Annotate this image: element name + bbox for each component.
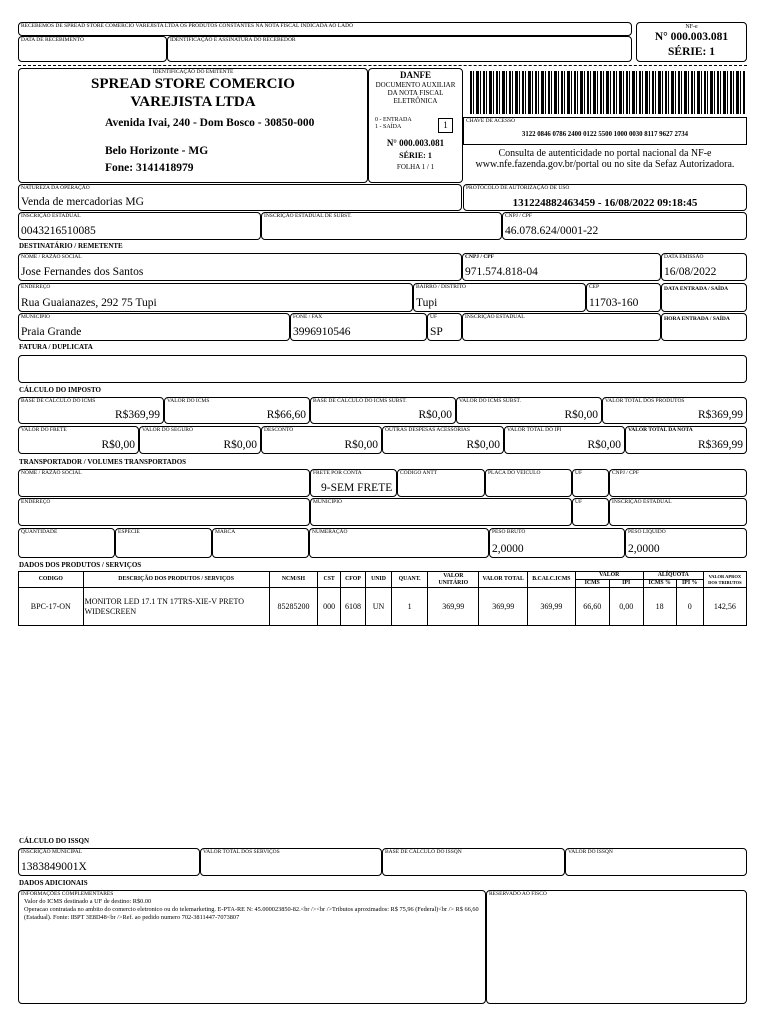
th-icms-pct: ICMS % xyxy=(643,580,676,588)
danfe-numero: N° 000.003.081 xyxy=(386,138,445,148)
item-v-aprox: 142,56 xyxy=(703,588,746,626)
cnpj-emitente-label: CNPJ / CPF xyxy=(505,213,532,219)
dest-municipio: Praia Grande xyxy=(21,326,82,338)
issqn-im-box xyxy=(18,848,200,876)
fatura-box xyxy=(18,355,747,383)
item-quant: 1 xyxy=(392,588,428,626)
dest-endereco-box xyxy=(18,283,413,312)
dest-hora-label: HORA ENTRADA / SAÍDA xyxy=(664,316,730,322)
danfe-sub1: DOCUMENTO AUXILIAR xyxy=(375,81,456,89)
transp-marca-box xyxy=(212,528,309,558)
issqn-im: 1383849001X xyxy=(21,861,87,873)
v-icms-box xyxy=(164,397,310,424)
transp-municipio-box xyxy=(310,498,572,526)
transporte-titulo: TRANSPORTADOR / VOLUMES TRANSPORTADOS xyxy=(19,458,187,466)
outras-box xyxy=(382,426,504,454)
transp-uf-box xyxy=(572,469,609,497)
chave-box xyxy=(463,117,747,145)
dest-endereco-label: ENDEREÇO xyxy=(21,284,51,290)
th-unid: UNID xyxy=(365,572,391,588)
item-v-ipi: 0,00 xyxy=(609,588,643,626)
ipi-valor: R$0,00 xyxy=(587,439,621,451)
v-st-box xyxy=(456,397,602,424)
dest-fone-label: FONE / FAX xyxy=(293,314,323,320)
natureza-label: NATUREZA DA OPERAÇÃO xyxy=(21,185,90,191)
identificacao-recebedor-box xyxy=(167,36,632,62)
frete-valor: R$0,00 xyxy=(101,439,135,451)
transp-uf-label: UF xyxy=(575,470,583,476)
transp-nome-box xyxy=(18,469,310,497)
item-bc-icms: 369,99 xyxy=(528,588,576,626)
issqn-v-label: VALOR DO ISSQN xyxy=(568,849,613,855)
transp-qtd-box xyxy=(18,528,115,558)
danfe-serie: SÉRIE: 1 xyxy=(399,151,432,160)
dest-entrada-box xyxy=(661,283,747,312)
info-complementar-label: INFORMAÇÕES COMPLEMENTARES xyxy=(21,891,114,897)
item-v-total: 369,99 xyxy=(479,588,528,626)
ipi-label: VALOR TOTAL DO IPI xyxy=(507,427,562,433)
imposto-titulo: CÁLCULO DO IMPOSTO xyxy=(19,386,101,394)
th-codigo: CODIGO xyxy=(19,572,84,588)
seguro-label: VALOR DO SEGURO xyxy=(142,427,193,433)
cnpj-emitente-box xyxy=(502,212,747,240)
transp-especie-box xyxy=(115,528,212,558)
transp-cnpj-box xyxy=(609,469,747,497)
item-v-unit: 369,99 xyxy=(428,588,479,626)
v-prod: R$369,99 xyxy=(697,409,743,421)
dest-emissao-label: DATA EMISSÃO xyxy=(664,254,704,260)
outras-valor: R$0,00 xyxy=(466,439,500,451)
consulta-linha-2: www.nfe.fazenda.gov.br/portal ou no site da Sefaz Autorizadora. xyxy=(475,159,735,170)
frete-box xyxy=(18,426,139,454)
dest-uf-label: UF xyxy=(430,314,438,320)
emitente-fone: Fone: 3141418979 xyxy=(105,162,194,174)
th-v-total: VALOR TOTAL xyxy=(479,572,528,588)
ie-label: INSCRIÇÃO ESTADUAL xyxy=(21,213,81,219)
v-nota-label: VALOR TOTAL DA NOTA xyxy=(628,427,693,433)
issqn-bc-label: BASE DE CÁLCULO DO ISSQN xyxy=(385,849,462,855)
transp-ie-label: INSCRIÇÃO ESTADUAL xyxy=(612,499,672,505)
ie-st-label: INSCRIÇÃO ESTADUAL DE SUBST. xyxy=(264,213,352,219)
bc-icms: R$369,99 xyxy=(114,409,160,421)
dest-hora-box xyxy=(661,313,747,341)
info-linha-2: Operacao contratada no ambito do comercio eletronico ou do telemarketing. E-PTA-RE N: 45.000023850-82.<br /><br />Tributos aproximados: R$ 75,96 (Federal)<br /> R$ 66,60 (Estadual). Fonte: IBPT 3E8D48<br />Ref. ao pedido numero 702-3811447-7073807 xyxy=(24,906,479,921)
dest-cnpj-label: CNPJ / CPF xyxy=(465,254,495,260)
data-recebimento-box xyxy=(18,36,167,62)
danfe-folha: FOLHA 1 / 1 xyxy=(396,163,435,171)
cnpj-emitente-valor: 46.078.624/0001-22 xyxy=(505,225,599,237)
dest-nome: Jose Fernandes dos Santos xyxy=(21,266,144,278)
danfe-sub2: DA NOTA FISCAL xyxy=(387,89,444,97)
emitente-nome-1: SPREAD STORE COMERCIO xyxy=(91,76,295,92)
transp-peso-liq-label: PESO LÍQUIDO xyxy=(628,529,666,535)
fisco-label: RESERVADO AO FISCO xyxy=(489,891,547,897)
transp-endereco-box xyxy=(18,498,310,526)
emitente-endereco: Avenida Ivai, 240 - Dom Bosco - 30850-000 xyxy=(105,117,315,129)
ipi-box xyxy=(504,426,625,454)
bc-st-box xyxy=(310,397,456,424)
desconto-valor: R$0,00 xyxy=(344,439,378,451)
transp-uf2-label: UF xyxy=(575,499,583,505)
v-nota-box xyxy=(625,426,747,454)
transp-antt-box xyxy=(397,469,485,497)
dest-uf-box xyxy=(427,313,462,341)
transp-especie-label: ESPÉCIE xyxy=(118,529,140,535)
adicionais-titulo: DADOS ADICIONAIS xyxy=(19,879,88,887)
seguro-valor: R$0,00 xyxy=(223,439,257,451)
seguro-box xyxy=(139,426,261,454)
canhoto-nfe-box xyxy=(636,22,747,62)
dest-bairro-box xyxy=(413,283,586,312)
item-cfop: 6108 xyxy=(341,588,366,626)
canhoto-numero: N° 000.003.081 xyxy=(654,31,729,43)
fisco-box xyxy=(486,890,747,1004)
item-descricao: MONITOR LED 17.1 TN 17TRS-XIE-V PRETO WIDESCREEN xyxy=(83,588,269,626)
transp-endereco-label: ENDEREÇO xyxy=(21,499,51,505)
canhoto-nfe-label: NF-e xyxy=(685,24,698,30)
transp-ie-box xyxy=(609,498,747,526)
transp-peso-liq: 2,0000 xyxy=(628,543,660,555)
table-row xyxy=(19,588,747,626)
ie-box xyxy=(18,212,261,240)
danfe-tipo: 1 xyxy=(438,118,453,133)
transp-placa-label: PLACA DO VEÍCULO xyxy=(488,470,541,476)
canhoto-serie: SÉRIE: 1 xyxy=(668,46,715,58)
frete-label: VALOR DO FRETE xyxy=(21,427,67,433)
identificacao-recebedor-label: IDENTIFICAÇÃO E ASSINATURA DO RECEBEDOR xyxy=(170,37,296,43)
dest-fone: 3996910546 xyxy=(293,326,351,338)
emitente-nome-2: VAREJISTA LTDA xyxy=(130,94,256,110)
v-nota: R$369,99 xyxy=(697,439,743,451)
th-aliquota: ALÍQUOTA xyxy=(643,572,703,580)
transp-frete: 9-SEM FRETE xyxy=(321,482,393,494)
th-descricao: DESCRIÇÃO DOS PRODUTOS / SERVIÇOS xyxy=(83,572,269,588)
chave-valor: 3122 0846 0786 2400 0122 5500 1000 0030 8117 9627 2734 xyxy=(521,131,689,138)
item-ncm: 85285200 xyxy=(269,588,318,626)
dest-cep: 11703-160 xyxy=(589,297,639,309)
produtos-table xyxy=(18,571,747,626)
bc-icms-box xyxy=(18,397,164,424)
danfe-saida: 1 - SAÍDA xyxy=(375,124,402,130)
protocolo-box xyxy=(463,184,747,211)
danfe-sub3: ELETRÔNICA xyxy=(393,97,438,105)
natureza-box xyxy=(18,184,462,211)
danfe-titulo: DANFE xyxy=(400,70,431,80)
bc-st-label: BASE DE CÁLCULO DO ICMS SUBST. xyxy=(313,398,407,404)
dest-uf: SP xyxy=(430,326,443,338)
chave-label: CHAVE DE ACESSO xyxy=(466,118,516,124)
transp-peso-bruto: 2,0000 xyxy=(492,543,524,555)
canhoto-texto-box xyxy=(18,22,632,36)
bc-st: R$0,00 xyxy=(418,409,452,421)
dest-emissao-box xyxy=(661,253,747,281)
th-ncm: NCM/SH xyxy=(269,572,318,588)
dest-bairro-label: BAIRRO / DISTRITO xyxy=(416,284,467,290)
dest-bairro: Tupi xyxy=(416,297,438,309)
transp-placa-box xyxy=(485,469,572,497)
v-icms: R$66,60 xyxy=(266,409,306,421)
transp-peso-bruto-label: PESO BRUTO xyxy=(492,529,526,535)
transp-cnpj-label: CNPJ / CPF xyxy=(612,470,639,476)
transp-qtd-label: QUANTIDADE xyxy=(21,529,58,535)
v-st-label: VALOR DO ICMS SUBST. xyxy=(459,398,521,404)
th-ipi-pct: IPI % xyxy=(676,580,703,588)
danfe-entrada: 0 - ENTRADA xyxy=(375,117,412,123)
dest-endereco: Rua Guaianazes, 292 75 Tupi xyxy=(21,297,157,309)
data-recebimento-label: DATA DE RECEBIMENTO xyxy=(21,37,85,43)
emitente-label: IDENTIFICAÇÃO DO EMITENTE xyxy=(152,69,234,75)
fatura-titulo: FATURA / DUPLICATA xyxy=(19,343,93,351)
transp-peso-bruto-box xyxy=(489,528,625,558)
dest-cep-label: CEP xyxy=(589,284,600,290)
canhoto-texto: RECEBEMOS DE SPREAD STORE COMERCIO VAREJISTA LTDA OS PRODUTOS CONSTANTES NA NOTA FISCAL INDICADA AO LADO xyxy=(21,23,354,29)
dest-entrada-label: DATA ENTRADA / SAÍDA xyxy=(664,286,729,292)
produtos-titulo: DADOS DOS PRODUTOS / SERVIÇOS xyxy=(19,561,142,569)
th-cfop: CFOP xyxy=(341,572,366,588)
dest-fone-box xyxy=(290,313,427,341)
dest-cep-box xyxy=(586,283,661,312)
natureza-valor: Venda de mercadorias MG xyxy=(21,196,144,208)
transp-peso-liq-box xyxy=(625,528,747,558)
transp-uf2-box xyxy=(572,498,609,526)
th-v-unit: VALOR UNITÁRIO xyxy=(428,572,479,588)
item-v-icms: 66,60 xyxy=(575,588,609,626)
th-quant: QUANT. xyxy=(392,572,428,588)
bc-icms-label: BASE DE CÁLCULO DO ICMS xyxy=(21,398,96,404)
consulta-linha-1: Consulta de autenticidade no portal nacional da NF-e xyxy=(498,148,712,159)
emitente-cidade: Belo Horizonte - MG xyxy=(105,145,209,157)
dest-ie-box xyxy=(462,313,661,341)
ie-valor: 0043216510085 xyxy=(21,225,96,237)
transp-numeracao-label: NUMERAÇÃO xyxy=(312,529,348,535)
transp-numeracao-box xyxy=(309,528,489,558)
protocolo-valor: 131224882463459 - 16/08/2022 09:18:45 xyxy=(512,197,698,209)
transp-frete-box xyxy=(310,469,397,497)
item-a-icms: 18 xyxy=(643,588,676,626)
destinatario-titulo: DESTINATÁRIO / REMETENTE xyxy=(19,242,123,250)
item-unid: UN xyxy=(365,588,391,626)
issqn-im-label: INSCRIÇÃO MUNICIPAL xyxy=(21,849,83,855)
ie-st-box xyxy=(261,212,502,240)
dest-municipio-box xyxy=(18,313,290,341)
dest-municipio-label: MUNICÍPIO xyxy=(21,314,51,320)
transp-municipio-label: MUNICÍPIO xyxy=(313,499,343,505)
item-codigo: BPC-17-ON xyxy=(19,588,84,626)
th-ipi: IPI xyxy=(609,580,643,588)
v-st: R$0,00 xyxy=(564,409,598,421)
transp-marca-label: MARCA xyxy=(215,529,236,535)
danfe-box xyxy=(368,68,463,183)
protocolo-label: PROTOCOLO DE AUTORIZAÇÃO DE USO xyxy=(466,185,570,191)
desconto-label: DESCONTO xyxy=(264,427,294,433)
barcode-image xyxy=(470,71,746,114)
info-complementar-box xyxy=(18,890,486,1004)
th-valor: VALOR xyxy=(575,572,643,580)
dest-nome-label: NOME / RAZÃO SOCIAL xyxy=(21,254,82,260)
issqn-v-serv-label: VALOR TOTAL DOS SERVIÇOS xyxy=(203,849,280,855)
issqn-v-serv-box xyxy=(200,848,382,876)
issqn-bc-box xyxy=(382,848,565,876)
outras-label: OUTRAS DESPESAS ACESSÓRIAS xyxy=(385,427,470,433)
transp-nome-label: NOME / RAZÃO SOCIAL xyxy=(21,470,82,476)
v-icms-label: VALOR DO ICMS xyxy=(167,398,210,404)
transp-frete-label: FRETE POR CONTA xyxy=(313,470,362,476)
canhoto-divider xyxy=(18,65,747,66)
dest-ie-label: INSCRIÇÃO ESTADUAL xyxy=(465,314,525,320)
dest-cnpj: 971.574.818-04 xyxy=(465,266,538,278)
th-cst: CST xyxy=(318,572,341,588)
issqn-v-box xyxy=(565,848,747,876)
desconto-box xyxy=(261,426,382,454)
dest-nome-box xyxy=(18,253,462,281)
th-bc-icms: B.CALC.ICMS xyxy=(528,572,576,588)
th-icms: ICMS xyxy=(575,580,609,588)
issqn-titulo: CÁLCULO DO ISSQN xyxy=(19,837,90,845)
v-prod-label: VALOR TOTAL DOS PRODUTOS xyxy=(605,398,685,404)
info-linha-1: Valor do ICMS destinado a UF de destino: R$0.00 xyxy=(24,898,152,905)
th-v-aprox: VALOR APROX DOS TRIBUTOS xyxy=(703,572,746,588)
v-prod-box xyxy=(602,397,747,424)
emitente-box xyxy=(18,68,368,183)
item-cst: 000 xyxy=(318,588,341,626)
item-a-ipi: 0 xyxy=(676,588,703,626)
dest-emissao: 16/08/2022 xyxy=(664,266,717,278)
dest-cnpj-box xyxy=(462,253,661,281)
transp-antt-label: CÓDIGO ANTT xyxy=(400,470,438,476)
